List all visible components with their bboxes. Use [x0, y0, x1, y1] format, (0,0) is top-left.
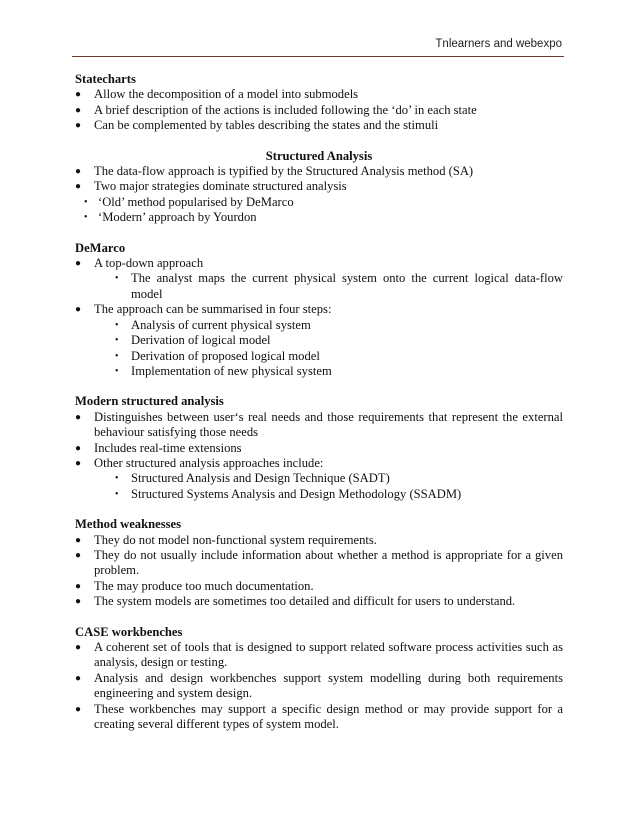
list-item: ● Includes real-time extensions [75, 440, 242, 455]
section-modern-structured-analysis [75, 394, 563, 502]
list-item: ● A coherent set of tools that is designed to support related software process activities such as analysis, design or testing. [75, 640, 563, 670]
list-item: ● The approach can be summarised in four steps: [75, 302, 332, 317]
bullet-icon: ● [75, 703, 82, 715]
section-title: CASE workbenches [75, 624, 183, 639]
list-item: ● Distinguishes between user‘s real needs and those requirements that represent the external behaviour satisfying those needs [75, 409, 563, 440]
bullet-list [75, 87, 563, 133]
sub-list-item: • Implementation of new physical system [115, 363, 332, 378]
bullet-icon: ● [75, 580, 82, 592]
section-demarco [75, 241, 563, 380]
sub-bullet-icon: • [115, 473, 119, 485]
bullet-icon: ● [75, 166, 82, 178]
bullet-icon: ● [75, 642, 82, 653]
sub-bullet-icon: • [84, 212, 88, 224]
section-title: Modern structured analysis [75, 394, 224, 409]
list-item: ● Can be complemented by tables describing the states and the stimuli [75, 118, 439, 133]
section-title: DeMarco [75, 240, 126, 255]
sub-bullet-icon: • [115, 335, 119, 347]
list-item: ● The data-flow approach is typified by the Structured Analysis method (SA) [75, 164, 474, 179]
sub-bullet-list [75, 471, 563, 502]
list-item: ● Analysis and design workbenches support system modelling during both requirements engineering and system design. [75, 670, 563, 701]
sub-bullet-list [75, 195, 563, 226]
sub-list-item: • Analysis of current physical system [115, 317, 311, 332]
sub-bullet-icon: • [115, 273, 119, 285]
list-item: ● These workbenches may support a specific design method or may provide support for a creating several different types of system model. [75, 701, 563, 732]
sub-list-item: • The analyst maps the current physical system onto the current logical data-flow model [115, 271, 563, 301]
bullet-list [75, 302, 563, 317]
list-item: ● They do not model non-functional system requirements. [75, 532, 377, 547]
sub-bullet-icon: • [115, 488, 119, 500]
bullet-list [75, 640, 563, 732]
bullet-icon: ● [75, 672, 82, 684]
sub-bullet-icon: • [115, 365, 119, 377]
bullet-list [75, 410, 563, 472]
bullet-icon: ● [75, 411, 82, 423]
bullet-list [75, 533, 563, 610]
bullet-icon: ● [75, 104, 82, 116]
list-item: ● They do not usually include information about whether a method is appropriate for a given problem. [75, 547, 563, 578]
bullet-icon: ● [75, 534, 82, 546]
list-item: ● Other structured analysis approaches include: [75, 455, 324, 470]
sub-bullet-icon: • [84, 196, 88, 208]
bullet-icon: ● [75, 181, 82, 193]
document-body [75, 72, 563, 747]
list-item: ● Allow the decomposition of a model into submodels [75, 87, 359, 102]
section-title: Statecharts [75, 72, 136, 86]
bullet-icon: ● [75, 258, 82, 270]
bullet-icon: ● [75, 120, 82, 132]
sub-bullet-list [75, 271, 563, 302]
list-item: ● Two major strategies dominate structured analysis [75, 179, 347, 194]
bullet-icon: ● [75, 596, 82, 608]
list-item: ● A top-down approach [75, 256, 204, 271]
bullet-list [75, 164, 563, 195]
section-title: Method weaknesses [75, 517, 181, 532]
bullet-list [75, 256, 563, 271]
bullet-icon: ● [75, 304, 82, 316]
sub-list-item: • Structured Systems Analysis and Design Methodology (SSADM) [115, 486, 462, 501]
sub-list-item: • Derivation of logical model [115, 333, 271, 348]
sub-bullet-list [75, 318, 563, 380]
list-item: ● A brief description of the actions is included following the ‘do’ in each state [75, 102, 477, 117]
sub-list-item: • Derivation of proposed logical model [115, 348, 320, 363]
section-structured-analysis [75, 149, 563, 226]
sub-list-item: • ‘Modern’ approach by Yourdon [84, 210, 257, 225]
section-title: Structured Analysis [265, 148, 373, 163]
section-method-weaknesses [75, 517, 563, 609]
header-rule [72, 56, 564, 57]
list-item: ● The may produce too much documentation. [75, 578, 314, 593]
section-case-workbenches [75, 625, 563, 733]
sub-bullet-icon: • [115, 319, 119, 331]
sub-bullet-icon: • [115, 350, 119, 362]
bullet-icon: ● [75, 457, 82, 469]
page-header: Tnlearners and webexpo [435, 38, 562, 50]
bullet-icon: ● [75, 442, 82, 454]
list-item: ● The system models are sometimes too detailed and difficult for users to understand. [75, 594, 516, 609]
section-statecharts [75, 72, 563, 134]
bullet-icon: ● [75, 549, 82, 561]
bullet-icon: ● [75, 89, 82, 101]
sub-list-item: • ‘Old’ method popularised by DeMarco [84, 194, 294, 209]
sub-list-item: • Structured Analysis and Design Technique (SADT) [115, 471, 390, 486]
